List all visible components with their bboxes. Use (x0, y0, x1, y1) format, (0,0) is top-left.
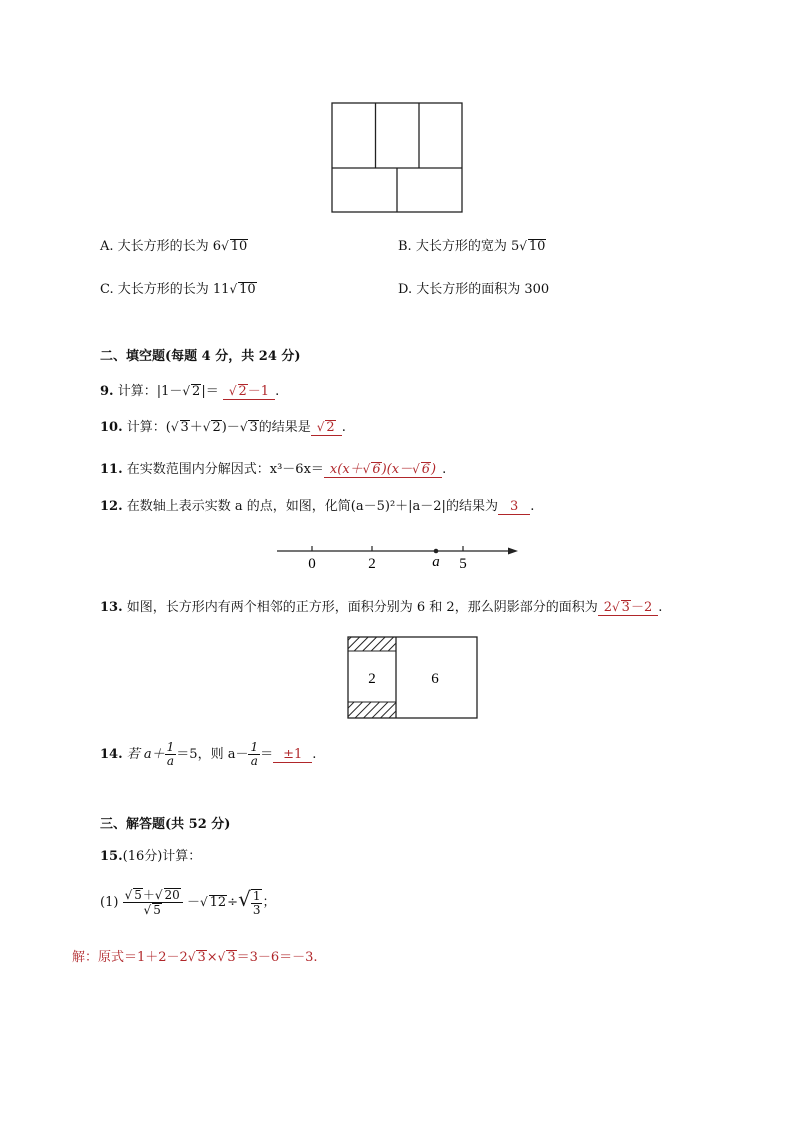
radicand: 10 (230, 239, 248, 254)
question-text: 的结果是 (258, 420, 311, 435)
radicand: 3 (621, 600, 630, 615)
option-text: 大长方形的面积为 300 (416, 282, 550, 297)
period: . (442, 462, 447, 477)
section-3-title: 三、解答题(共 52 分) (100, 817, 231, 832)
question-text: 在实数范围内分解因式：x³－6x＝ (126, 462, 324, 477)
numerator: 1 (166, 740, 175, 754)
question-number: 11. (100, 462, 123, 477)
question-number: 9. (100, 384, 114, 399)
fraction (248, 741, 260, 768)
solution: 解：原式＝1＋2－2√ 3×√ 3＝3－6＝－3. (72, 950, 318, 965)
period: . (275, 384, 280, 399)
answer-text: －1 (247, 384, 270, 399)
tick-label-2: 2 (368, 556, 376, 572)
denominator: a (166, 754, 175, 768)
option-b[interactable]: B. 大长方形的宽为 5√ 10 (398, 239, 546, 254)
answer-blank: x(x＋√ 6)(x－√ 6) (324, 462, 442, 478)
option-a[interactable]: A. 大长方形的长为 6√ 10 (100, 239, 248, 254)
question-number: 15. (100, 849, 123, 864)
radicand: 2 (326, 420, 335, 435)
question-14 (100, 737, 316, 773)
radicand: 6 (421, 462, 431, 477)
solution-text: ＝3－6＝－3. (236, 950, 318, 965)
radicand: 10 (528, 239, 546, 254)
option-letter: D. (398, 282, 413, 297)
question-text: 如图，长方形内有两个相邻的正方形，面积分别为 6 和 2，那么阴影部分的面积为 (126, 600, 598, 615)
large-square-area: 6 (431, 671, 439, 687)
radicand: 3 (249, 420, 258, 435)
rectangle-figure (330, 100, 466, 215)
radicand: 5 (153, 903, 161, 917)
radicand: 2 (212, 420, 221, 435)
tick-label-5: 5 (459, 556, 467, 572)
answer-blank: 3 (498, 499, 530, 515)
operator: ÷ (227, 895, 239, 910)
point-label-a: a (432, 554, 440, 570)
option-letter: A. (100, 239, 114, 254)
question-10: 10. 计算：(√ 3＋√ 2)－√ 3的结果是 √ 2 . (100, 420, 346, 435)
radicand: 3 (197, 950, 206, 965)
question-11 (100, 458, 446, 478)
period: . (658, 600, 663, 615)
tick-label-0: 0 (308, 556, 316, 572)
answer-text: 2 (603, 600, 612, 615)
radicand: 3 (180, 420, 189, 435)
question-15 (100, 845, 201, 864)
question-number: 10. (100, 420, 123, 435)
radicand: 20 (164, 888, 180, 902)
radicand: 5 (134, 888, 142, 902)
question-number: 13. (100, 600, 123, 615)
fraction (251, 889, 263, 917)
period: . (530, 499, 535, 514)
question-text: ＝5，则 a－ (176, 747, 249, 762)
radicand: 2 (238, 384, 247, 399)
option-c[interactable]: C. 大长方形的长为 11√ 10 (100, 282, 256, 297)
numerator: 1 (250, 740, 259, 754)
question-text: 若 a＋ (126, 747, 165, 762)
question-text: 计算：|1－ (117, 384, 183, 399)
option-letter: C. (100, 282, 114, 297)
denominator: √ 5 (143, 903, 161, 917)
answer-blank: ±1 (273, 747, 312, 763)
question-number: 14. (100, 747, 123, 762)
option-letter: B. (398, 239, 412, 254)
operator: ＋ (142, 888, 155, 902)
part-label: (1) (100, 895, 119, 910)
answer-blank: 2√ 3－2 (598, 600, 659, 616)
number-line (272, 538, 522, 578)
question-12 (100, 495, 534, 515)
answer-text: ) (431, 462, 437, 477)
answer-blank: √ 2－1 (223, 384, 275, 400)
answer-blank: √ 2 (311, 420, 342, 436)
question-13 (100, 596, 662, 616)
question-text: 计算：( (126, 420, 171, 435)
radicand: 6 (372, 462, 381, 477)
question-number: 12. (100, 499, 123, 514)
section-2-title: 二、填空题(每题 4 分，共 24 分) (100, 349, 301, 364)
option-text: 大长方形的长为 11 (117, 282, 230, 297)
radicand: 3 (227, 950, 236, 965)
fraction (123, 888, 183, 917)
operator: )－ (221, 420, 240, 435)
option-d[interactable] (398, 278, 549, 297)
squares-figure (345, 634, 481, 722)
fraction (165, 741, 177, 768)
numerator: 1 (252, 888, 261, 903)
operator: － (186, 895, 200, 910)
period: . (312, 747, 317, 762)
operator: ＋ (189, 420, 203, 435)
period: . (341, 420, 346, 435)
solution-text: 解：原式＝1＋2－2 (72, 950, 188, 965)
radicand: 2 (192, 384, 201, 399)
question-text: 在数轴上表示实数 a 的点，如图，化简(a－5)²＋|a－2|的结果为 (126, 499, 498, 514)
question-text: |＝ (201, 384, 219, 399)
numerator: √ 5＋√ 20 (123, 888, 183, 903)
radicand: 10 (239, 282, 256, 297)
semicolon: ； (262, 895, 276, 910)
operator: × (206, 950, 218, 965)
denominator: a (250, 754, 258, 768)
radicand: 12 (209, 895, 227, 910)
small-square-area: 2 (368, 671, 376, 687)
answer-text: x(x＋ (329, 462, 363, 477)
answer-text: －2 (630, 600, 653, 615)
option-text: 大长方形的宽为 5 (415, 239, 520, 254)
question-9: 9. 计算：|1－√ 2|＝ √ 2－1 . (100, 384, 280, 399)
option-text: 大长方形的长为 6 (117, 239, 222, 254)
question-text: ＝ (260, 747, 274, 762)
answer-text: )(x－ (381, 462, 413, 477)
question-15-part-1: (1) $\frac{√ 5+√ 20}{√ 5}$ －√ 12÷√ $\frac{1}{3}$ ； (100, 887, 276, 917)
question-text: (16分)计算： (122, 849, 202, 864)
denominator: 3 (252, 902, 261, 917)
